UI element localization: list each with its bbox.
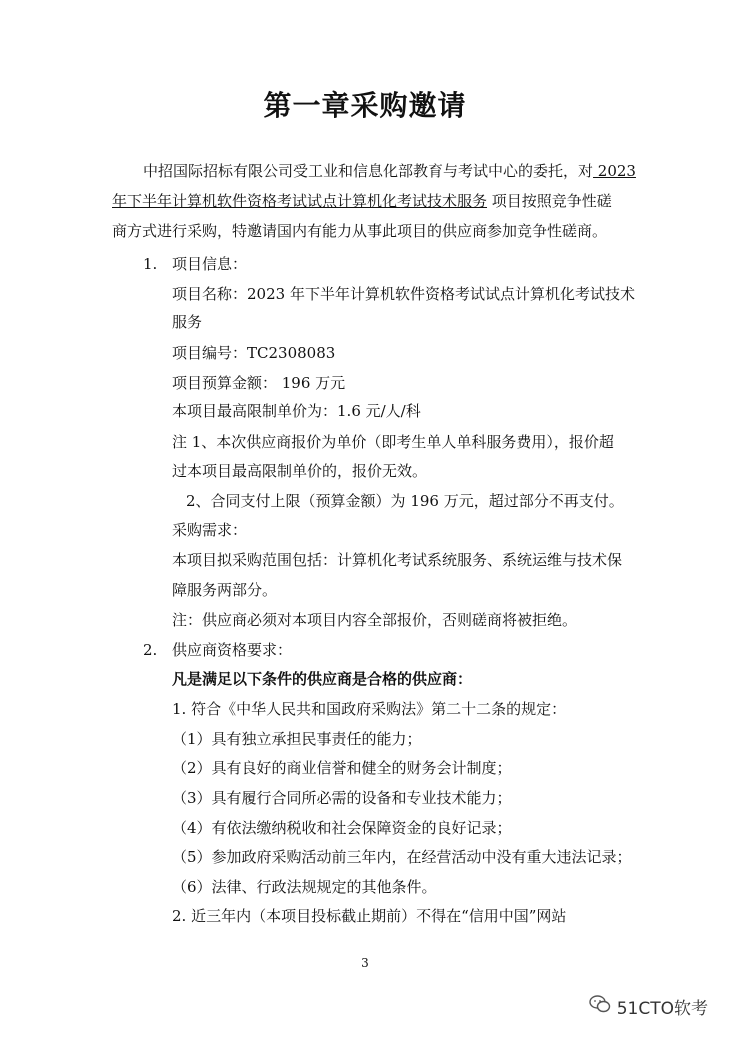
section-2-number: 2. [143,641,158,659]
condition-2: 2. 近三年内（本项目投标截止期前）不得在“信用中国”网站 [172,907,567,925]
watermark-text: 51CTO软考 [616,999,708,1019]
project-code: 项目编号：TC2308083 [172,344,336,362]
requirements-line-1: 本项目拟采购范围包括：计算机化考试系统服务、系统运维与技术保 [172,551,623,569]
note-1-line-1: 注 1、本次供应商报价为单价（即考生单人单科服务费用），报价超 [172,433,614,451]
chapter-title: 第一章采购邀请 [263,89,467,122]
requirements-line-2: 障服务两部分。 [172,581,278,599]
condition-item: （3）具有履行合同所必需的设备和专业技术能力； [172,789,512,807]
watermark [589,994,708,1019]
condition-item: （2）具有良好的商业信誉和健全的财务会计制度； [172,759,512,777]
condition-item: （1）具有独立承担民事责任的能力； [172,730,422,748]
max-unit-price: 本项目最高限制单价为：1.6 元/人/科 [172,402,421,420]
section-1-number: 1. [143,255,158,273]
section-1-heading: 项目信息： [172,255,248,273]
intro-line-3: 商方式进行采购，特邀请国内有能力从事此项目的供应商参加竞争性磋商。 [112,222,608,240]
page-number: 3 [361,956,369,970]
requirements-heading: 采购需求： [172,521,248,539]
project-budget: 项目预算金额： 196 万元 [172,374,346,392]
condition-item: （4）有依法缴纳税收和社会保障资金的良好记录； [172,819,512,837]
condition-item: （6）法律、行政法规规定的其他条件。 [172,878,437,896]
requirements-note: 注：供应商必须对本项目内容全部报价，否则磋商将被拒绝。 [172,611,578,629]
qualified-supplier-statement: 凡是满足以下条件的供应商是合格的供应商： [172,670,473,688]
note-2: 2、合同支付上限（预算金额）为 196 万元，超过部分不再支付。 [186,492,624,510]
project-name-underlined: 年下半年计算机软件资格考试试点计算机化考试技术服务 [112,192,488,210]
project-name-line-1: 项目名称：2023 年下半年计算机软件资格考试试点计算机化考试技术 [172,285,635,303]
section-2-heading: 供应商资格要求： [172,641,293,659]
intro-text: 中招国际招标有限公司受工业和信息化部教育与考试中心的委托，对 [143,162,594,180]
intro-underlined-year: 2023 [593,162,636,180]
project-name-line-2: 服务 [172,313,203,331]
note-1-line-2: 过本项目最高限制单价的，报价无效。 [172,462,428,480]
intro-line-1 [143,161,636,181]
wechat-icon [589,994,611,1019]
condition-1: 1. 符合《中华人民共和国政府采购法》第二十二条的规定： [172,700,567,718]
condition-item: （5）参加政府采购活动前三年内，在经营活动中没有重大违法记录； [172,848,632,866]
intro-text: 项目按照竞争性磋 [487,192,612,210]
intro-line-2 [112,191,612,211]
